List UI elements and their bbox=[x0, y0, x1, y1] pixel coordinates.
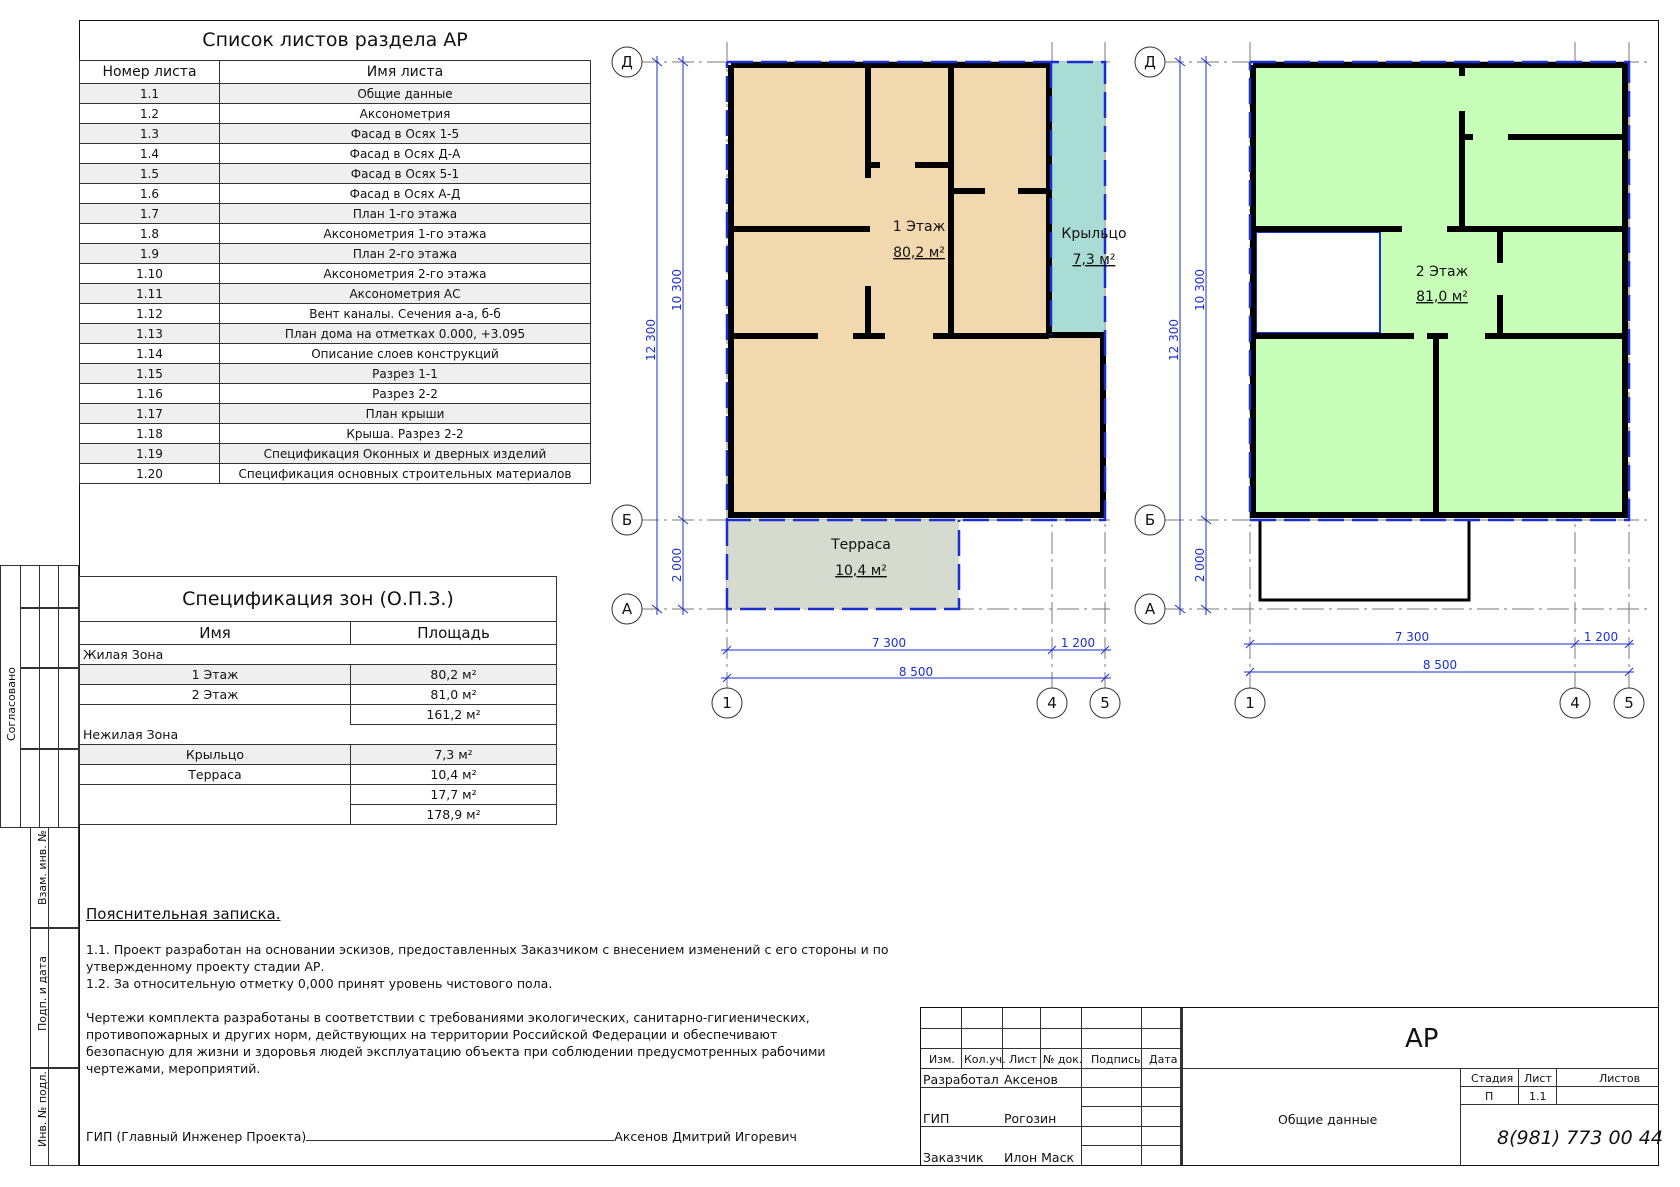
gip-signature-line bbox=[86, 1129, 797, 1144]
axis-label: 1 bbox=[1245, 694, 1255, 712]
sheet-number: 1.19 bbox=[80, 444, 220, 464]
sheet-number: 1.8 bbox=[80, 224, 220, 244]
sheet-number: 1.1 bbox=[80, 84, 220, 104]
sheet-name: Вент каналы. Сечения а-а, б-б bbox=[220, 304, 591, 324]
title-block bbox=[920, 1007, 1663, 1166]
sheet-name: Фасад в Осях 1-5 bbox=[220, 124, 591, 144]
zones-table bbox=[79, 576, 557, 825]
stamp-header: Дата bbox=[1149, 1053, 1178, 1066]
dim-2000-p2: 2 000 bbox=[1193, 547, 1207, 583]
sheet-row bbox=[80, 244, 591, 264]
sheet-name: Фасад в Осях 5-1 bbox=[220, 164, 591, 184]
sheet-row bbox=[80, 264, 591, 284]
sheet-row bbox=[80, 324, 591, 344]
stamp-sheet-name: Общие данные bbox=[1278, 1112, 1378, 1127]
floor-plans bbox=[600, 38, 1660, 738]
sheet-number: 1.13 bbox=[80, 324, 220, 344]
plan1-room-area: 80,2 м² bbox=[893, 245, 945, 261]
axis-label: Д bbox=[621, 53, 633, 71]
nonliving-total: 17,7 м² bbox=[351, 785, 557, 805]
sheet-number: 1.10 bbox=[80, 264, 220, 284]
living-total: 161,2 м² bbox=[351, 705, 557, 725]
plan1-first-floor bbox=[727, 62, 1127, 609]
sheet-number: 1.6 bbox=[80, 184, 220, 204]
sheet-name: Аксонометрия 1-го этажа bbox=[220, 224, 591, 244]
sheet-number: 1.15 bbox=[80, 364, 220, 384]
sheet-row bbox=[80, 284, 591, 304]
gip-name: Аксенов Дмитрий Игоревич bbox=[614, 1129, 797, 1144]
sheet-row bbox=[80, 304, 591, 324]
zone-area: 80,2 м² bbox=[351, 665, 557, 685]
axis-label: 4 bbox=[1047, 694, 1057, 712]
sheet-name: Разрез 1-1 bbox=[220, 364, 591, 384]
plan1-porch-area: 7,3 м² bbox=[1072, 252, 1116, 268]
sheet-name: Спецификация основных строительных материалов bbox=[220, 464, 591, 484]
stamp-header: Кол.уч. bbox=[964, 1053, 1006, 1066]
sheet-name: Общие данные bbox=[220, 84, 591, 104]
dim-7300-p2: 7 300 bbox=[1394, 630, 1430, 644]
side-sign-date-label: Подп. и дата bbox=[36, 956, 49, 1031]
stamp-stage: П bbox=[1485, 1090, 1494, 1103]
stamp-header: Изм. bbox=[929, 1053, 955, 1066]
sheet-name: План крыши bbox=[220, 404, 591, 424]
stamp-phone: 8(981) 773 00 44 bbox=[1497, 1127, 1663, 1149]
side-strip bbox=[0, 565, 79, 1166]
living-zone-label: Жилая Зона bbox=[80, 645, 557, 665]
plan1-porch-fill bbox=[1049, 62, 1104, 335]
stamp-sheet-label: Лист bbox=[1524, 1072, 1552, 1085]
axis-label: Д bbox=[1144, 53, 1156, 71]
axis-label: А bbox=[621, 600, 633, 618]
sheet-name-header: Имя листа bbox=[220, 61, 591, 84]
axis-label: 1 bbox=[722, 694, 732, 712]
stamp-header: Подпись bbox=[1091, 1053, 1141, 1066]
sheet-name: Крыша. Разрез 2-2 bbox=[220, 424, 591, 444]
sheet-number: 1.12 bbox=[80, 304, 220, 324]
zone-name: Крыльцо bbox=[80, 745, 351, 765]
sheet-number: 1.3 bbox=[80, 124, 220, 144]
plan2-second-floor bbox=[1250, 62, 1629, 600]
plan1-floor-fill bbox=[731, 65, 1049, 515]
sheet-row bbox=[80, 404, 591, 424]
zone-name: Терраса bbox=[80, 765, 351, 785]
dim-2000-p1: 2 000 bbox=[670, 547, 684, 583]
stamp-role: Заказчик bbox=[923, 1150, 984, 1165]
zones-area-header: Площадь bbox=[351, 622, 557, 645]
sheet-name: Аксонометрия bbox=[220, 104, 591, 124]
sheet-name: Разрез 2-2 bbox=[220, 384, 591, 404]
sheet-name: Спецификация Оконных и дверных изделий bbox=[220, 444, 591, 464]
plan1-terrace-name: Терраса bbox=[831, 537, 891, 553]
sheet-row bbox=[80, 184, 591, 204]
dim-8500-p1: 8 500 bbox=[898, 665, 934, 679]
zone-name: 2 Этаж bbox=[80, 685, 351, 705]
stamp-person: Илон Маск bbox=[1004, 1150, 1075, 1165]
sheet-row bbox=[80, 444, 591, 464]
dim-8500-p2: 8 500 bbox=[1422, 658, 1458, 672]
dim-12300-p1: 12 300 bbox=[644, 319, 658, 361]
stamp-role: ГИП bbox=[923, 1111, 950, 1126]
dim-12300-p2: 12 300 bbox=[1167, 319, 1181, 361]
sheet-list-table bbox=[79, 20, 591, 484]
stamp-person: Аксенов bbox=[1004, 1072, 1058, 1087]
axis-label: Б bbox=[1144, 511, 1156, 529]
sheet-row bbox=[80, 124, 591, 144]
sheet-number: 1.4 bbox=[80, 144, 220, 164]
sheet-row bbox=[80, 144, 591, 164]
stamp-role: Разработал bbox=[923, 1072, 999, 1087]
sheet-row bbox=[80, 364, 591, 384]
stamp-stage-label: Стадия bbox=[1471, 1072, 1514, 1085]
sheet-list-title: Список листов раздела АР bbox=[80, 20, 591, 61]
sheet-name: Аксонометрия 2-го этажа bbox=[220, 264, 591, 284]
dim-1200-p1: 1 200 bbox=[1060, 636, 1096, 650]
stamp-header: № док. bbox=[1043, 1053, 1083, 1066]
sheet-name: План 2-го этажа bbox=[220, 244, 591, 264]
axis-label: 5 bbox=[1624, 694, 1634, 712]
sheet-row bbox=[80, 84, 591, 104]
sheet-row bbox=[80, 104, 591, 124]
sheet-name: Аксонометрия АС bbox=[220, 284, 591, 304]
axis-label: Б bbox=[621, 511, 633, 529]
sheet-number: 1.9 bbox=[80, 244, 220, 264]
sheet-row bbox=[80, 424, 591, 444]
sheet-name: Описание слоев конструкций bbox=[220, 344, 591, 364]
sheet-number: 1.11 bbox=[80, 284, 220, 304]
dim-10300-p1: 10 300 bbox=[670, 269, 684, 311]
dim-1200-p2: 1 200 bbox=[1583, 630, 1619, 644]
explanatory-notes bbox=[86, 906, 946, 1077]
zone-area: 7,3 м² bbox=[351, 745, 557, 765]
side-inv-orig-label: Инв. № подл. bbox=[36, 1071, 49, 1147]
zone-name: 1 Этаж bbox=[80, 665, 351, 685]
grand-total: 178,9 м² bbox=[351, 805, 557, 825]
gip-label: ГИП (Главный Инженер Проекта) bbox=[86, 1129, 307, 1144]
sheet-name: Фасад в Осях А-Д bbox=[220, 184, 591, 204]
sheet-name: Фасад в Осях Д-А bbox=[220, 144, 591, 164]
nonliving-zone-label: Нежилая Зона bbox=[80, 725, 557, 745]
sheet-number: 1.20 bbox=[80, 464, 220, 484]
notes-p1: 1.1. Проект разработан на основании эскизов, предоставленных Заказчиком с внесением изменений с его стороны и по утвержденному проекту стадии АР. bbox=[86, 942, 889, 974]
plan1-room-name: 1 Этаж bbox=[892, 219, 946, 235]
sheet-row bbox=[80, 204, 591, 224]
plan2-room-area: 81,0 м² bbox=[1416, 289, 1468, 305]
sheet-row bbox=[80, 164, 591, 184]
zone-area: 81,0 м² bbox=[351, 685, 557, 705]
zone-area: 10,4 м² bbox=[351, 765, 557, 785]
sheet-number: 1.17 bbox=[80, 404, 220, 424]
stamp-person: Рогозин bbox=[1004, 1111, 1057, 1126]
dim-10300-p2: 10 300 bbox=[1193, 269, 1207, 311]
sheet-number: 1.7 bbox=[80, 204, 220, 224]
sheet-row bbox=[80, 384, 591, 404]
notes-p2: 1.2. За относительную отметку 0,000 принят уровень чистового пола. bbox=[86, 976, 553, 991]
stamp-code: АР bbox=[1405, 1024, 1439, 1054]
sheet-number: 1.5 bbox=[80, 164, 220, 184]
side-inv-replace-label: Взам. инв. № bbox=[36, 830, 49, 905]
zones-title: Спецификация зон (О.П.З.) bbox=[80, 577, 557, 622]
sheet-name: План дома на отметках 0.000, +3.095 bbox=[220, 324, 591, 344]
stamp-sheet: 1.1 bbox=[1529, 1090, 1547, 1103]
sheet-name: План 1-го этажа bbox=[220, 204, 591, 224]
plan1-porch-name: Крыльцо bbox=[1061, 226, 1127, 242]
sheet-number-header: Номер листа bbox=[80, 61, 220, 84]
sheet-list-body bbox=[80, 84, 591, 484]
sheet-row bbox=[80, 464, 591, 484]
sheet-number: 1.14 bbox=[80, 344, 220, 364]
side-agreed-label: Согласовано bbox=[5, 667, 18, 741]
plan2-room-name: 2 Этаж bbox=[1415, 264, 1469, 280]
sheet-number: 1.2 bbox=[80, 104, 220, 124]
stamp-sheets-label: Листов bbox=[1599, 1072, 1641, 1085]
sheet-row bbox=[80, 224, 591, 244]
axis-label: А bbox=[1144, 600, 1156, 618]
plan1-terrace-area: 10,4 м² bbox=[835, 563, 887, 579]
axis-label: 4 bbox=[1570, 694, 1580, 712]
axis-label: 5 bbox=[1100, 694, 1110, 712]
notes-p3: Чертежи комплекта разработаны в соответствии с требованиями экологических, санитарно-гигиенических, противопожарных и других норм, действующих на территории Российской Федерации и обеспечивают безопасную для жизни и здоровья людей эксплуатацию объекта при соблюдении предусмотренных рабочими чертежами, мероприятий. bbox=[86, 1010, 826, 1076]
dim-7300-p1: 7 300 bbox=[871, 636, 907, 650]
notes-heading: Пояснительная записка. bbox=[86, 905, 281, 923]
zones-name-header: Имя bbox=[80, 622, 351, 645]
sheet-number: 1.16 bbox=[80, 384, 220, 404]
sheet-number: 1.18 bbox=[80, 424, 220, 444]
stamp-header: Лист bbox=[1009, 1053, 1037, 1066]
sheet-row bbox=[80, 344, 591, 364]
